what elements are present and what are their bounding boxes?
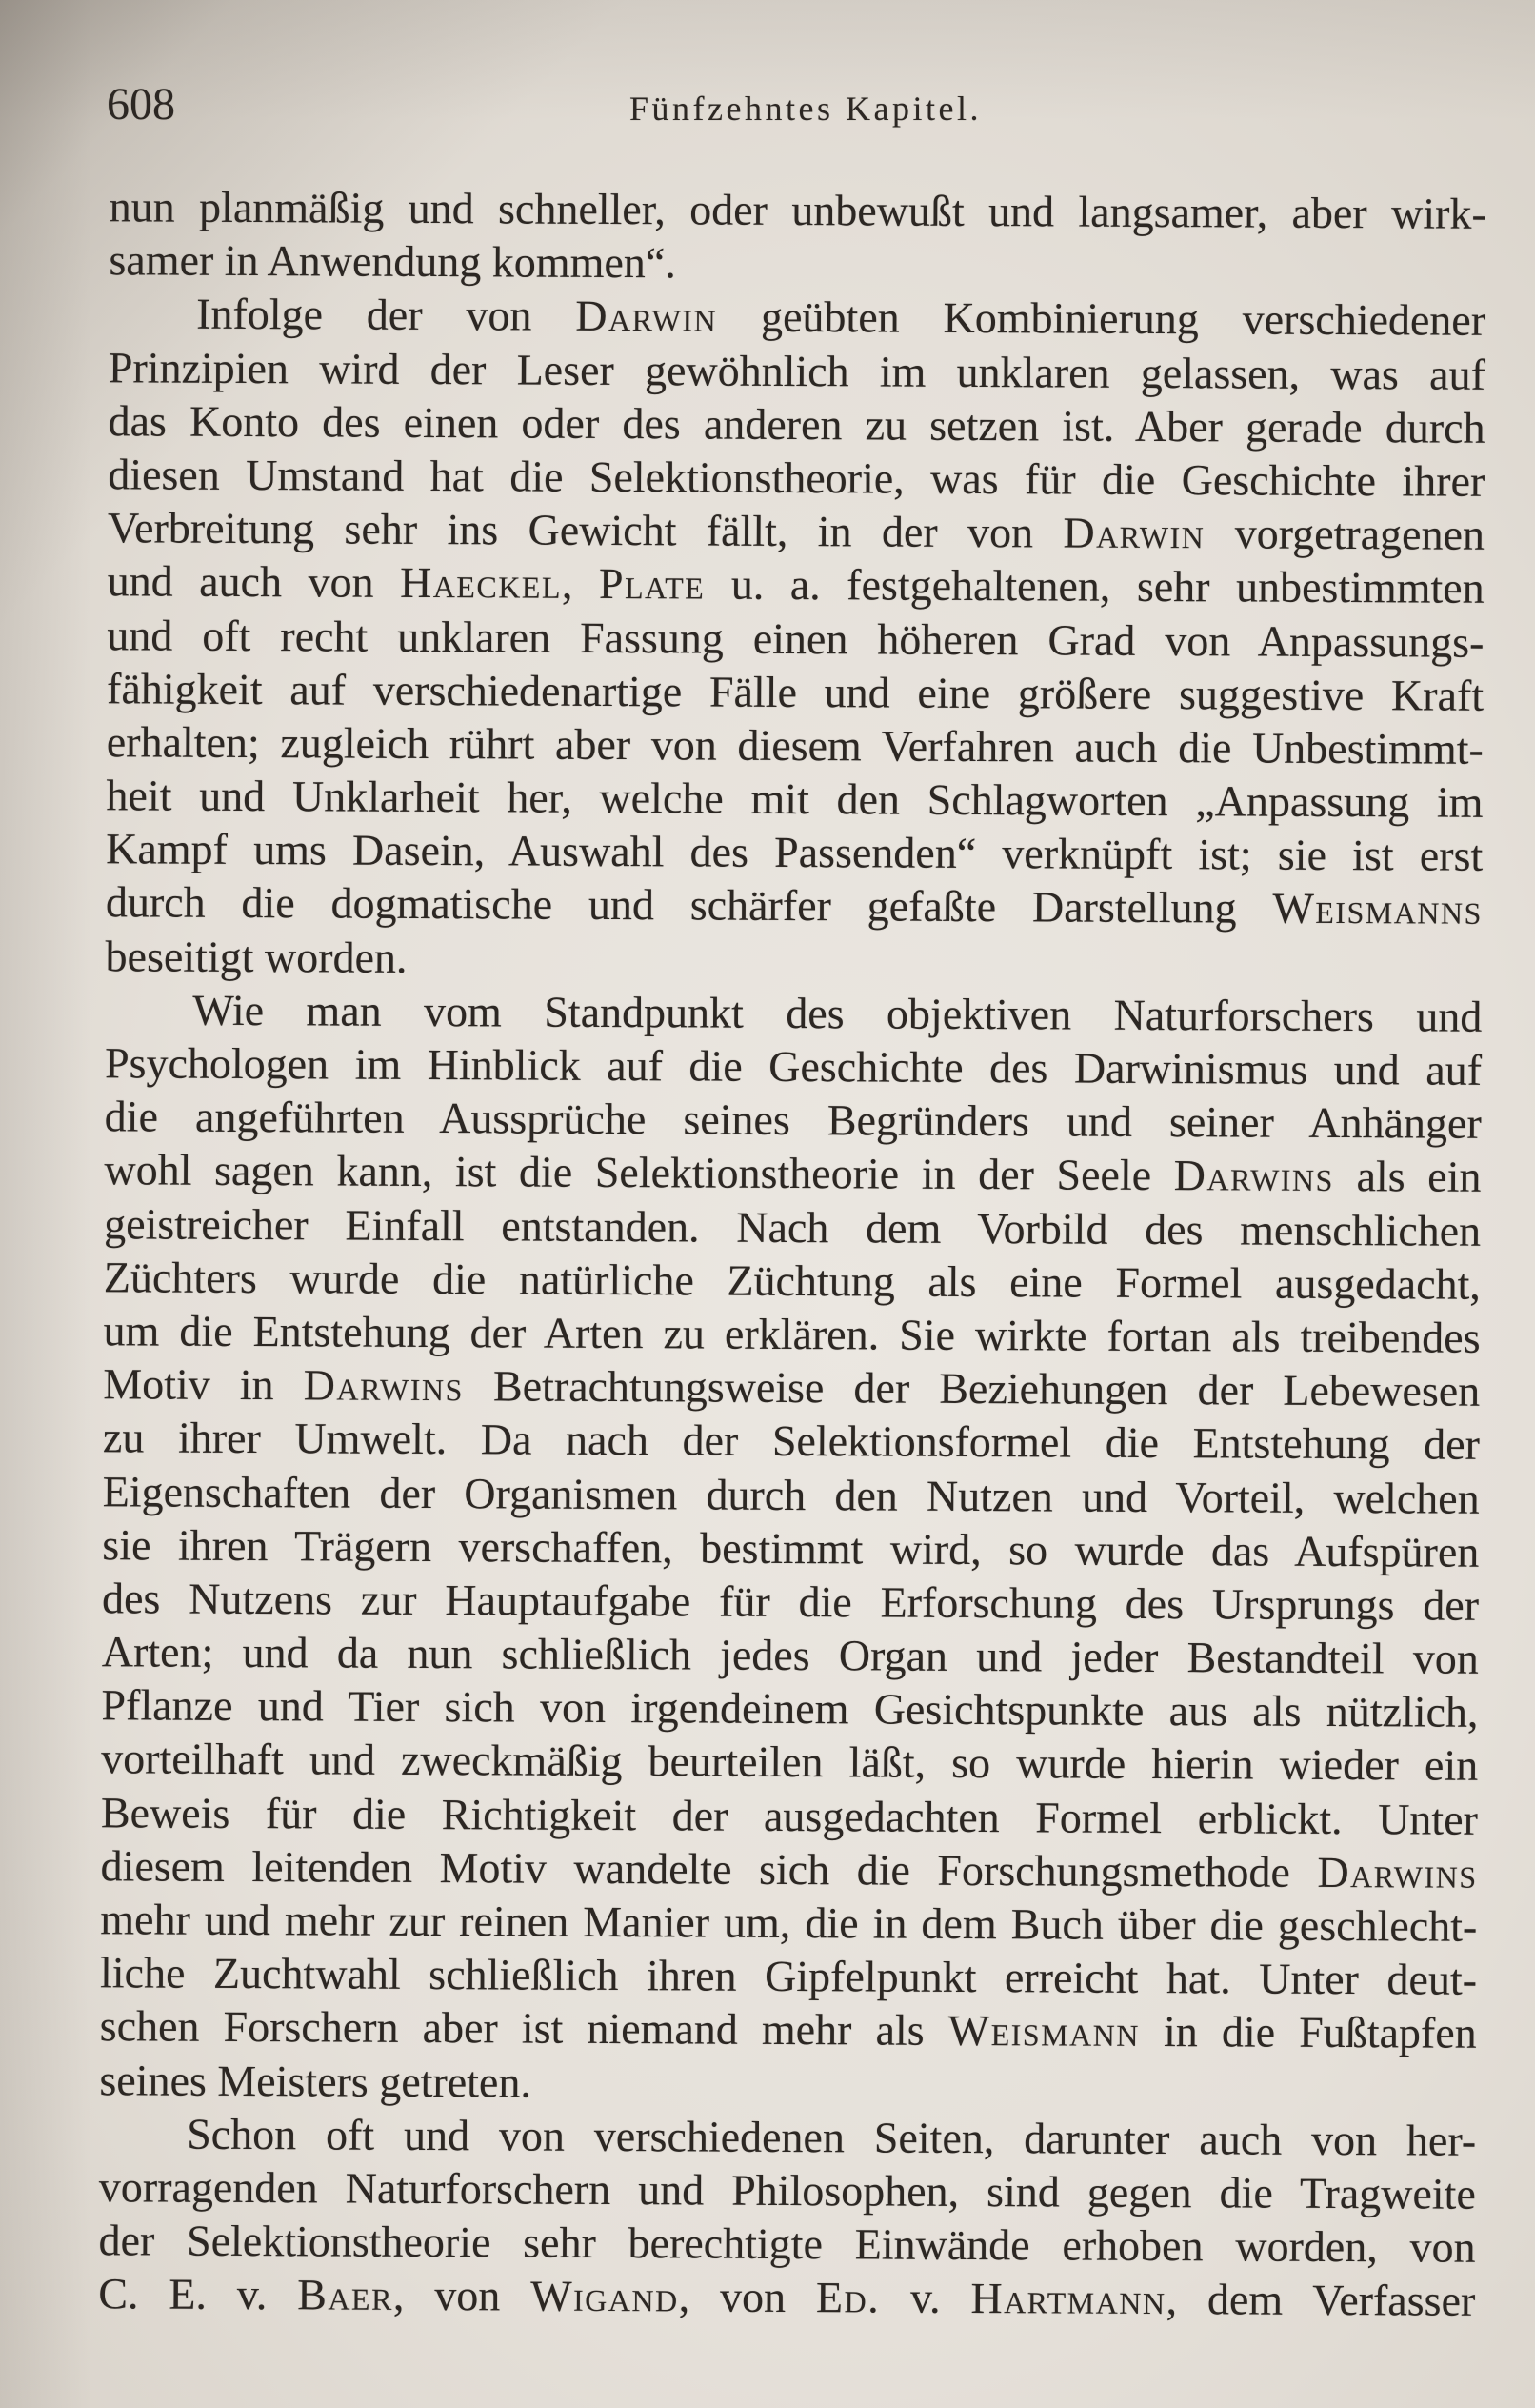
text-run: u. a. festgehaltenen, sehr unbestimmten — [705, 559, 1485, 613]
text-run: , — [561, 559, 600, 609]
small-caps-name: Haeckel — [399, 558, 563, 609]
text-line — [104, 1144, 1481, 1205]
text-run: Pflanze und Tier sich von irgendeinem Gesichtspunkte aus als nützlich, — [101, 1680, 1479, 1737]
text-run: und oft recht unklaren Fassung einen höheren Grad von Anpassungs- — [107, 610, 1485, 667]
small-caps-name: Hartmann — [970, 2274, 1166, 2324]
text-run: Arten; und da nun schließlich jedes Organ und jeder Bestandteil von — [101, 1627, 1479, 1683]
text-run: diesen Umstand hat die Selektionstheorie, was für die Geschichte ihrer — [108, 450, 1485, 506]
text-run: des Nutzens zur Hauptaufgabe für die Erforschung des Ursprungs der — [101, 1574, 1480, 1630]
text-line — [106, 822, 1483, 883]
text-run: , von — [678, 2272, 817, 2322]
text-run: wohl sagen kann, ist die Selektionstheorie in der Seele — [104, 1145, 1174, 1200]
text-run: vorteilhaft und zweckmäßig beurteilen läßt, so wurde hierin wieder ein — [101, 1734, 1479, 1791]
text-run: vorragenden Naturforschern und Philosophen, sind gegen die Tragweite — [98, 2162, 1476, 2218]
text-run: , von — [392, 2271, 531, 2320]
text-run: fähigkeit auf verschiedenartige Fälle und eine größere suggestive Kraft — [106, 663, 1485, 720]
text-run: , dem Verfasser — [1166, 2275, 1476, 2326]
small-caps-name: Darwins — [1317, 1847, 1478, 1897]
small-caps-name: Darwin — [575, 291, 718, 341]
text-run: Eigenschaften der Organismen durch den Nutzen und Vorteil, welchen — [102, 1466, 1480, 1523]
text-line — [109, 233, 1485, 294]
text-line — [100, 2000, 1477, 2061]
text-line — [109, 341, 1485, 402]
paragraph — [99, 983, 1482, 2114]
text-line — [99, 2054, 1476, 2115]
text-run: das Konto des einen oder des anderen zu setzen ist. Aber gerade durch — [108, 395, 1485, 452]
text-line — [108, 501, 1485, 562]
small-caps-name: Weismann — [947, 2006, 1141, 2057]
text-line — [105, 983, 1482, 1044]
text-run: nun planmäßig und schneller, oder unbewußt und langsamer, aber wirk- — [109, 182, 1486, 238]
text-line — [102, 1518, 1479, 1579]
text-run: Züchters wurde die natürliche Züchtung als eine Formel ausgedacht, — [103, 1252, 1481, 1309]
text-line — [107, 609, 1484, 670]
small-caps-name: Plate — [598, 559, 706, 609]
small-caps-name: Baer — [297, 2270, 394, 2320]
text-line — [106, 876, 1483, 937]
text-run: Verbreitung sehr ins Gewicht fällt, in der von — [107, 503, 1064, 557]
text-run: heit und Unklarheit her, welche mit den Schlagworten „Anpassung im — [106, 771, 1484, 827]
text-line — [107, 715, 1484, 776]
paragraph — [109, 180, 1486, 294]
text-line — [104, 1197, 1481, 1258]
text-line — [103, 1465, 1480, 1526]
running-title: Fünfzehntes Kapitel. — [629, 90, 982, 128]
text-line — [99, 2160, 1476, 2221]
text-line — [98, 2214, 1475, 2275]
text-run: durch die dogmatische und schärfer gefaßte Darstellung — [105, 877, 1273, 933]
text-run: Schon oft und von verschiedenen Seiten, darunter auch von her- — [187, 2109, 1477, 2165]
text-run: Betrachtungsweise der Beziehungen der Lebewesen — [463, 1361, 1481, 1415]
small-caps-name: Darwin — [1063, 508, 1206, 558]
paragraph — [105, 288, 1485, 991]
text-line — [101, 1786, 1478, 1847]
text-run: zu ihrer Umwelt. Da nach der Selektionsformel die Entstehung der — [102, 1413, 1481, 1470]
text-run: Psychologen im Hinblick auf die Geschichte des Darwinismus und auf — [104, 1038, 1483, 1094]
text-line — [108, 555, 1485, 616]
text-line — [105, 1036, 1482, 1097]
text-run: mehr und mehr zur reinen Manier um, die in dem Buch über die geschlecht- — [100, 1895, 1478, 1951]
text-run: Wie man vom Standpunkt des objektiven Naturforschers und — [192, 985, 1483, 1041]
text-line — [103, 1412, 1480, 1473]
text-run: C. E. v. — [98, 2269, 298, 2319]
text-run: schen Forschern aber ist niemand mehr als — [99, 2001, 948, 2056]
text-run: Beweis für die Richtigkeit der ausgedachten Formel erblickt. Unter — [100, 1787, 1479, 1844]
text-run: Prinzipien wird der Leser gewöhnlich im unklaren gelassen, was auf — [108, 342, 1485, 399]
paragraph — [98, 2107, 1476, 2328]
text-run: beseitigt worden. — [105, 931, 408, 982]
text-run: Motiv in — [103, 1359, 304, 1410]
text-run: Infolge der von — [196, 290, 576, 341]
text-run: seines Meisters getreten. — [99, 2055, 532, 2107]
text-run: der Selektionstheorie sehr berechtigte Einwände erhoben worden, von — [98, 2216, 1476, 2272]
text-run: geistreicher Einfall entstanden. Nach dem Vorbild des menschlichen — [104, 1198, 1482, 1255]
text-run: in die Fußtapfen — [1139, 2007, 1477, 2058]
text-line — [103, 1304, 1480, 1365]
text-run: samer in Anwendung kommen“. — [109, 235, 676, 288]
text-line — [106, 769, 1483, 830]
small-caps-name: Ed. — [815, 2273, 881, 2322]
text-line — [105, 1090, 1482, 1151]
text-line — [101, 1733, 1478, 1794]
text-line — [104, 1251, 1481, 1312]
body-text — [98, 180, 1486, 2328]
text-line — [103, 1357, 1480, 1418]
text-line — [109, 288, 1485, 349]
text-line — [99, 2107, 1476, 2168]
text-line — [107, 662, 1484, 723]
text-run: sie ihren Trägern verschaffen, bestimmt wird, so wurde das Aufspüren — [102, 1519, 1480, 1576]
small-caps-name: Wigand — [530, 2271, 679, 2321]
text-line — [108, 448, 1485, 509]
text-line — [102, 1572, 1479, 1633]
text-run: liche Zuchtwahl schließlich ihren Gipfelpunkt erreicht hat. Unter deut- — [99, 1948, 1478, 2004]
text-run: diesem leitenden Motiv wandelte sich die Forschungsmethode — [100, 1841, 1318, 1896]
text-run: die angeführten Aussprüche seines Begründers und seiner Anhänger — [104, 1092, 1482, 1148]
text-run: um die Entstehung der Arten zu erklären. Sie wirkte fortan als treibendes — [103, 1306, 1481, 1362]
text-line — [102, 1625, 1479, 1686]
text-run: geübten Kombinierung verschiedener — [717, 291, 1486, 346]
text-run: und auch von — [107, 556, 401, 608]
text-line — [98, 2268, 1475, 2329]
text-line — [101, 1678, 1478, 1739]
text-run: als ein — [1333, 1152, 1482, 1202]
text-line — [105, 930, 1482, 991]
text-run: v. — [880, 2273, 971, 2323]
text-run: vorgetragenen — [1205, 509, 1485, 559]
text-line — [100, 1946, 1477, 2007]
text-run: erhalten; zugleich rührt aber von diesem Verfahren auch die Unbestimmt- — [106, 717, 1484, 773]
small-caps-name: Weismanns — [1272, 884, 1484, 934]
small-caps-name: Darwins — [1173, 1151, 1335, 1201]
text-line — [100, 1839, 1477, 1900]
page-number: 608 — [107, 79, 175, 130]
text-line — [100, 1893, 1477, 1954]
small-caps-name: Darwins — [303, 1360, 465, 1411]
text-line — [108, 394, 1485, 455]
text-run: Kampf ums Dasein, Auswahl des Passenden“ verknüpft ist; sie ist erst — [106, 824, 1484, 881]
text-line — [110, 180, 1486, 241]
